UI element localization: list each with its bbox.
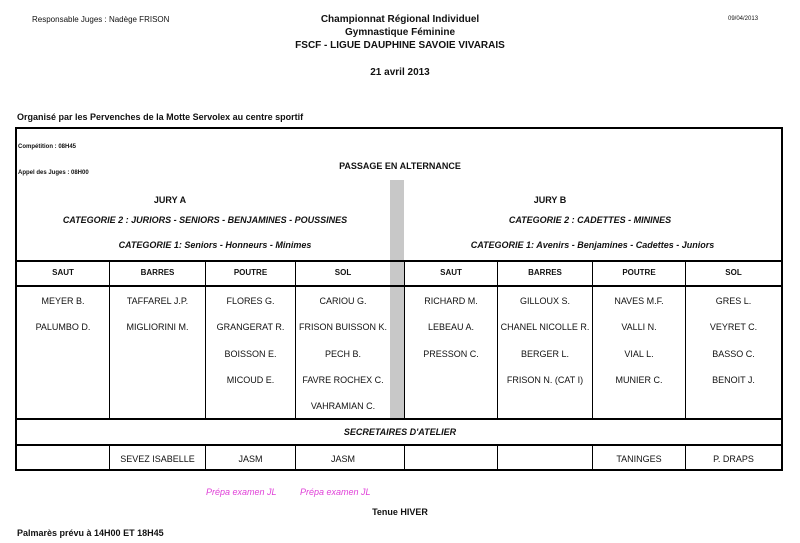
- col-line-5: [497, 261, 498, 418]
- sec-col-line-4: [404, 445, 405, 470]
- jury-a-title: JURY A: [153, 195, 187, 205]
- judge-cell: LEBEAU A.: [427, 322, 475, 332]
- judge-cell: BASSO C.: [712, 349, 755, 359]
- print-date: 09/04/2013: [728, 16, 759, 22]
- appel-juges: Appel des Juges : 08H00: [18, 170, 89, 176]
- title-line-3: FSCF - LIGUE DAUPHINE SAVOIE VIVARAIS: [295, 40, 505, 51]
- col-header-saut-b: SAUT: [440, 268, 462, 277]
- col-line-6: [592, 261, 593, 418]
- col-line-2: [205, 261, 206, 418]
- separator-bar: [390, 180, 404, 419]
- secretaire-cell: TANINGES: [616, 454, 662, 464]
- organise-par: Organisé par les Pervenches de la Motte Servolex au centre sportif: [17, 112, 304, 122]
- secretaires-title: SECRETAIRES D'ATELIER: [343, 427, 457, 437]
- title-line-1: Championnat Régional Individuel: [320, 14, 480, 25]
- jury-b-cat1: CATEGORIE 1: Avenirs - Benjamines - Cadettes - Juniors: [470, 240, 715, 250]
- col-line-1: [109, 261, 110, 418]
- col-header-saut-a: SAUT: [52, 268, 74, 277]
- jury-a-cat1: CATEGORIE 1: Seniors - Honneurs - Minimes: [118, 240, 312, 250]
- prepa-note-2: Prépa examen JL: [300, 487, 371, 497]
- palmares: Palmarès prévu à 14H00 ET 18H45: [17, 528, 164, 538]
- judge-cell: FRISON N. (CAT I): [506, 375, 584, 385]
- judge-cell: PRESSON C.: [423, 349, 479, 359]
- secretaire-cell: JASM: [238, 454, 263, 464]
- jury-b-title: JURY B: [533, 195, 567, 205]
- col-header-poutre-b: POUTRE: [622, 268, 656, 277]
- judge-cell: TAFFAREL J.P.: [126, 296, 189, 306]
- judge-cell: RICHARD M.: [424, 296, 478, 306]
- judge-cell: MUNIER C.: [615, 375, 663, 385]
- col-line-4: [404, 261, 405, 418]
- judge-cell: VAHRAMIAN C.: [310, 401, 376, 411]
- judge-cell: MICOUD E.: [226, 375, 275, 385]
- row-line-top: [15, 260, 783, 262]
- col-header-sol-a: SOL: [334, 268, 352, 277]
- judge-cell: BOISSON E.: [224, 349, 277, 359]
- judge-cell: GRANGERAT R.: [216, 322, 285, 332]
- passage-alternance: PASSAGE EN ALTERNANCE: [339, 161, 461, 171]
- judge-cell: PALUMBO D.: [35, 322, 91, 332]
- judge-cell: CHANEL NICOLLE R.: [500, 322, 590, 332]
- judge-cell: GRES L.: [715, 296, 752, 306]
- competition-time: Compétition : 08H45: [18, 144, 77, 150]
- judge-cell: GILLOUX S.: [519, 296, 571, 306]
- event-date: 21 avril 2013: [370, 67, 430, 78]
- judge-cell: CARIOU G.: [319, 296, 367, 306]
- judge-cell: FRISON BUISSON K.: [298, 322, 387, 332]
- row-line-header: [15, 285, 783, 287]
- row-line-secretaires-bottom: [15, 444, 783, 446]
- judge-cell: MIGLIORINI M.: [126, 322, 189, 332]
- judge-cell: FAVRE ROCHEX C.: [302, 375, 384, 385]
- prepa-note-1: Prépa examen JL: [206, 487, 277, 497]
- judge-cell: BERGER L.: [520, 349, 569, 359]
- tenue: Tenue HIVER: [372, 507, 428, 517]
- title-line-2: Gymnastique Féminine: [344, 27, 456, 38]
- judge-cell: VEYRET C.: [709, 322, 758, 332]
- sec-col-line-5: [497, 445, 498, 470]
- responsable-juges: Responsable Juges : Nadège FRISON: [32, 15, 170, 24]
- judge-cell: FLORES G.: [226, 296, 275, 306]
- judge-cell: PECH B.: [324, 349, 361, 359]
- judge-cell: NAVES M.F.: [614, 296, 664, 306]
- col-line-3: [295, 261, 296, 418]
- jury-b-cat2: CATEGORIE 2 : CADETTES - MININES: [508, 215, 672, 225]
- secretaire-cell: JASM: [330, 454, 355, 464]
- col-header-barres-a: BARRES: [140, 268, 175, 277]
- col-header-barres-b: BARRES: [528, 268, 562, 277]
- judge-cell: MEYER B.: [41, 296, 85, 306]
- secretaire-cell: SEVEZ ISABELLE: [120, 454, 195, 464]
- jury-a-cat2: CATEGORIE 2 : JURIORS - SENIORS - BENJAMINES - POUSSINES: [62, 215, 348, 225]
- judge-cell: VIAL L.: [624, 349, 654, 359]
- col-line-7: [685, 261, 686, 418]
- col-header-sol-b: SOL: [725, 268, 742, 277]
- secretaire-cell: P. DRAPS: [713, 454, 754, 464]
- col-header-poutre-a: POUTRE: [233, 268, 268, 277]
- judge-cell: VALLI N.: [621, 322, 657, 332]
- judge-cell: BENOIT J.: [712, 375, 755, 385]
- row-line-secretaires-top: [15, 418, 783, 420]
